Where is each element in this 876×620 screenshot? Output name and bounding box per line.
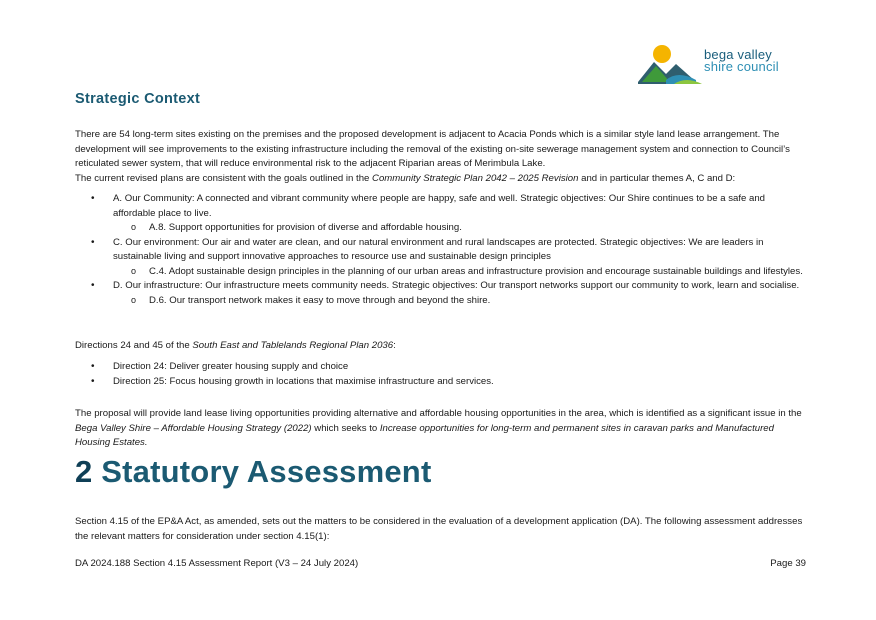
footer-page-number: Page 39 bbox=[770, 558, 806, 569]
list-item: • Direction 25: Focus housing growth in locations that maximise infrastructure and services. bbox=[75, 375, 805, 390]
list-item: o C.4. Adopt sustainable design principles in the planning of our urban areas and infrastructure provision and encourage sustainable buildings and lifestyles. bbox=[113, 265, 805, 280]
section-title: Statutory Assessment bbox=[101, 454, 432, 489]
list-item: o A.8. Support opportunities for provision of diverse and affordable housing. bbox=[113, 221, 805, 236]
theme-c-text: C. Our environment: Our air and water are clean, and our natural environment and rural landscapes are protected. Strategic objectives: We are leaders in sustainable living and support innovative approaches to resource use and sustainable design principles bbox=[113, 236, 764, 262]
theme-d-sublist bbox=[113, 294, 805, 309]
para3-text-a: The proposal will provide land lease living opportunities providing alternative and affordable housing opportunities in the area, which is identified as a significant issue in the bbox=[75, 408, 802, 419]
logo-line-2: shire council bbox=[704, 59, 779, 74]
community-strategic-plan-title: Community Strategic Plan 2042 – 2025 Revision bbox=[372, 173, 579, 184]
directions-intro-start: Directions 24 and 45 of the bbox=[75, 340, 193, 351]
logo-line-1: bega valley bbox=[704, 47, 772, 62]
strategic-context-paragraph-3 bbox=[75, 407, 805, 451]
para2-text-start: The current revised plans are consistent with the goals outlined in the bbox=[75, 173, 373, 184]
para3-italic-objective: Increase opportunities for long-term and permanent sites in caravan parks and Manufactured Housing Estates. bbox=[75, 422, 774, 448]
affordable-housing-strategy-title: Bega Valley Shire – Affordable Housing Strategy (2022) bbox=[75, 422, 312, 434]
para2-text-end: and in particular themes A, C and D: bbox=[578, 173, 736, 184]
council-logo-text bbox=[704, 49, 779, 73]
para3-text-c: which seeks to bbox=[311, 422, 380, 434]
footer-document-reference: DA 2024.188 Section 4.15 Assessment Report (V3 – 24 July 2024) bbox=[75, 558, 359, 569]
theme-a-sublist bbox=[113, 221, 805, 236]
directions-list bbox=[75, 360, 805, 389]
list-item bbox=[75, 236, 805, 280]
theme-c-sublist bbox=[113, 265, 805, 280]
council-logo bbox=[636, 40, 808, 88]
section-number: 2 bbox=[75, 454, 93, 489]
statutory-assessment-heading bbox=[75, 452, 431, 492]
list-item: o D.6. Our transport network makes it easy to move through and beyond the shire. bbox=[113, 294, 805, 309]
theme-d-text: D. Our infrastructure: Our infrastructure meets community needs. Strategic objectives: Our transport networks support our community to work, learn and socialise. bbox=[113, 280, 800, 291]
list-item: • Direction 24: Deliver greater housing supply and choice bbox=[75, 360, 805, 375]
strategic-context-heading: Strategic Context bbox=[75, 91, 201, 107]
directions-intro bbox=[75, 339, 805, 354]
themes-list bbox=[75, 192, 805, 308]
directions-intro-end: : bbox=[393, 340, 396, 351]
strategic-context-paragraph-2 bbox=[75, 172, 805, 187]
council-logo-mark bbox=[636, 40, 708, 88]
regional-plan-title: South East and Tablelands Regional Plan 2036 bbox=[192, 340, 394, 351]
theme-a-text: A. Our Community: A connected and vibrant community where people are happy, safe and well. Strategic objectives: Our Shire continues to be a safe and affordable place to live. bbox=[113, 193, 766, 219]
strategic-context-paragraph-1: There are 54 long-term sites existing on the premises and the proposed development is adjacent to Acacia Ponds which is a similar style land lease arrangement. The development will see improvements to the existing infrastructure including the removal of the existing on-site sewerage management system and connection to Council’s reticulated sewer system, that will reduce environmental risk to the adjacent Riparian areas of Merimbula Lake. bbox=[75, 129, 790, 169]
list-item bbox=[75, 279, 805, 308]
statutory-assessment-paragraph: Section 4.15 of the EP&A Act, as amended, sets out the matters to be considered in the evaluation of a development application (DA). The following assessment addresses the relevant matters for consideration under section 4.15(1): bbox=[75, 516, 803, 542]
list-item bbox=[75, 192, 805, 236]
